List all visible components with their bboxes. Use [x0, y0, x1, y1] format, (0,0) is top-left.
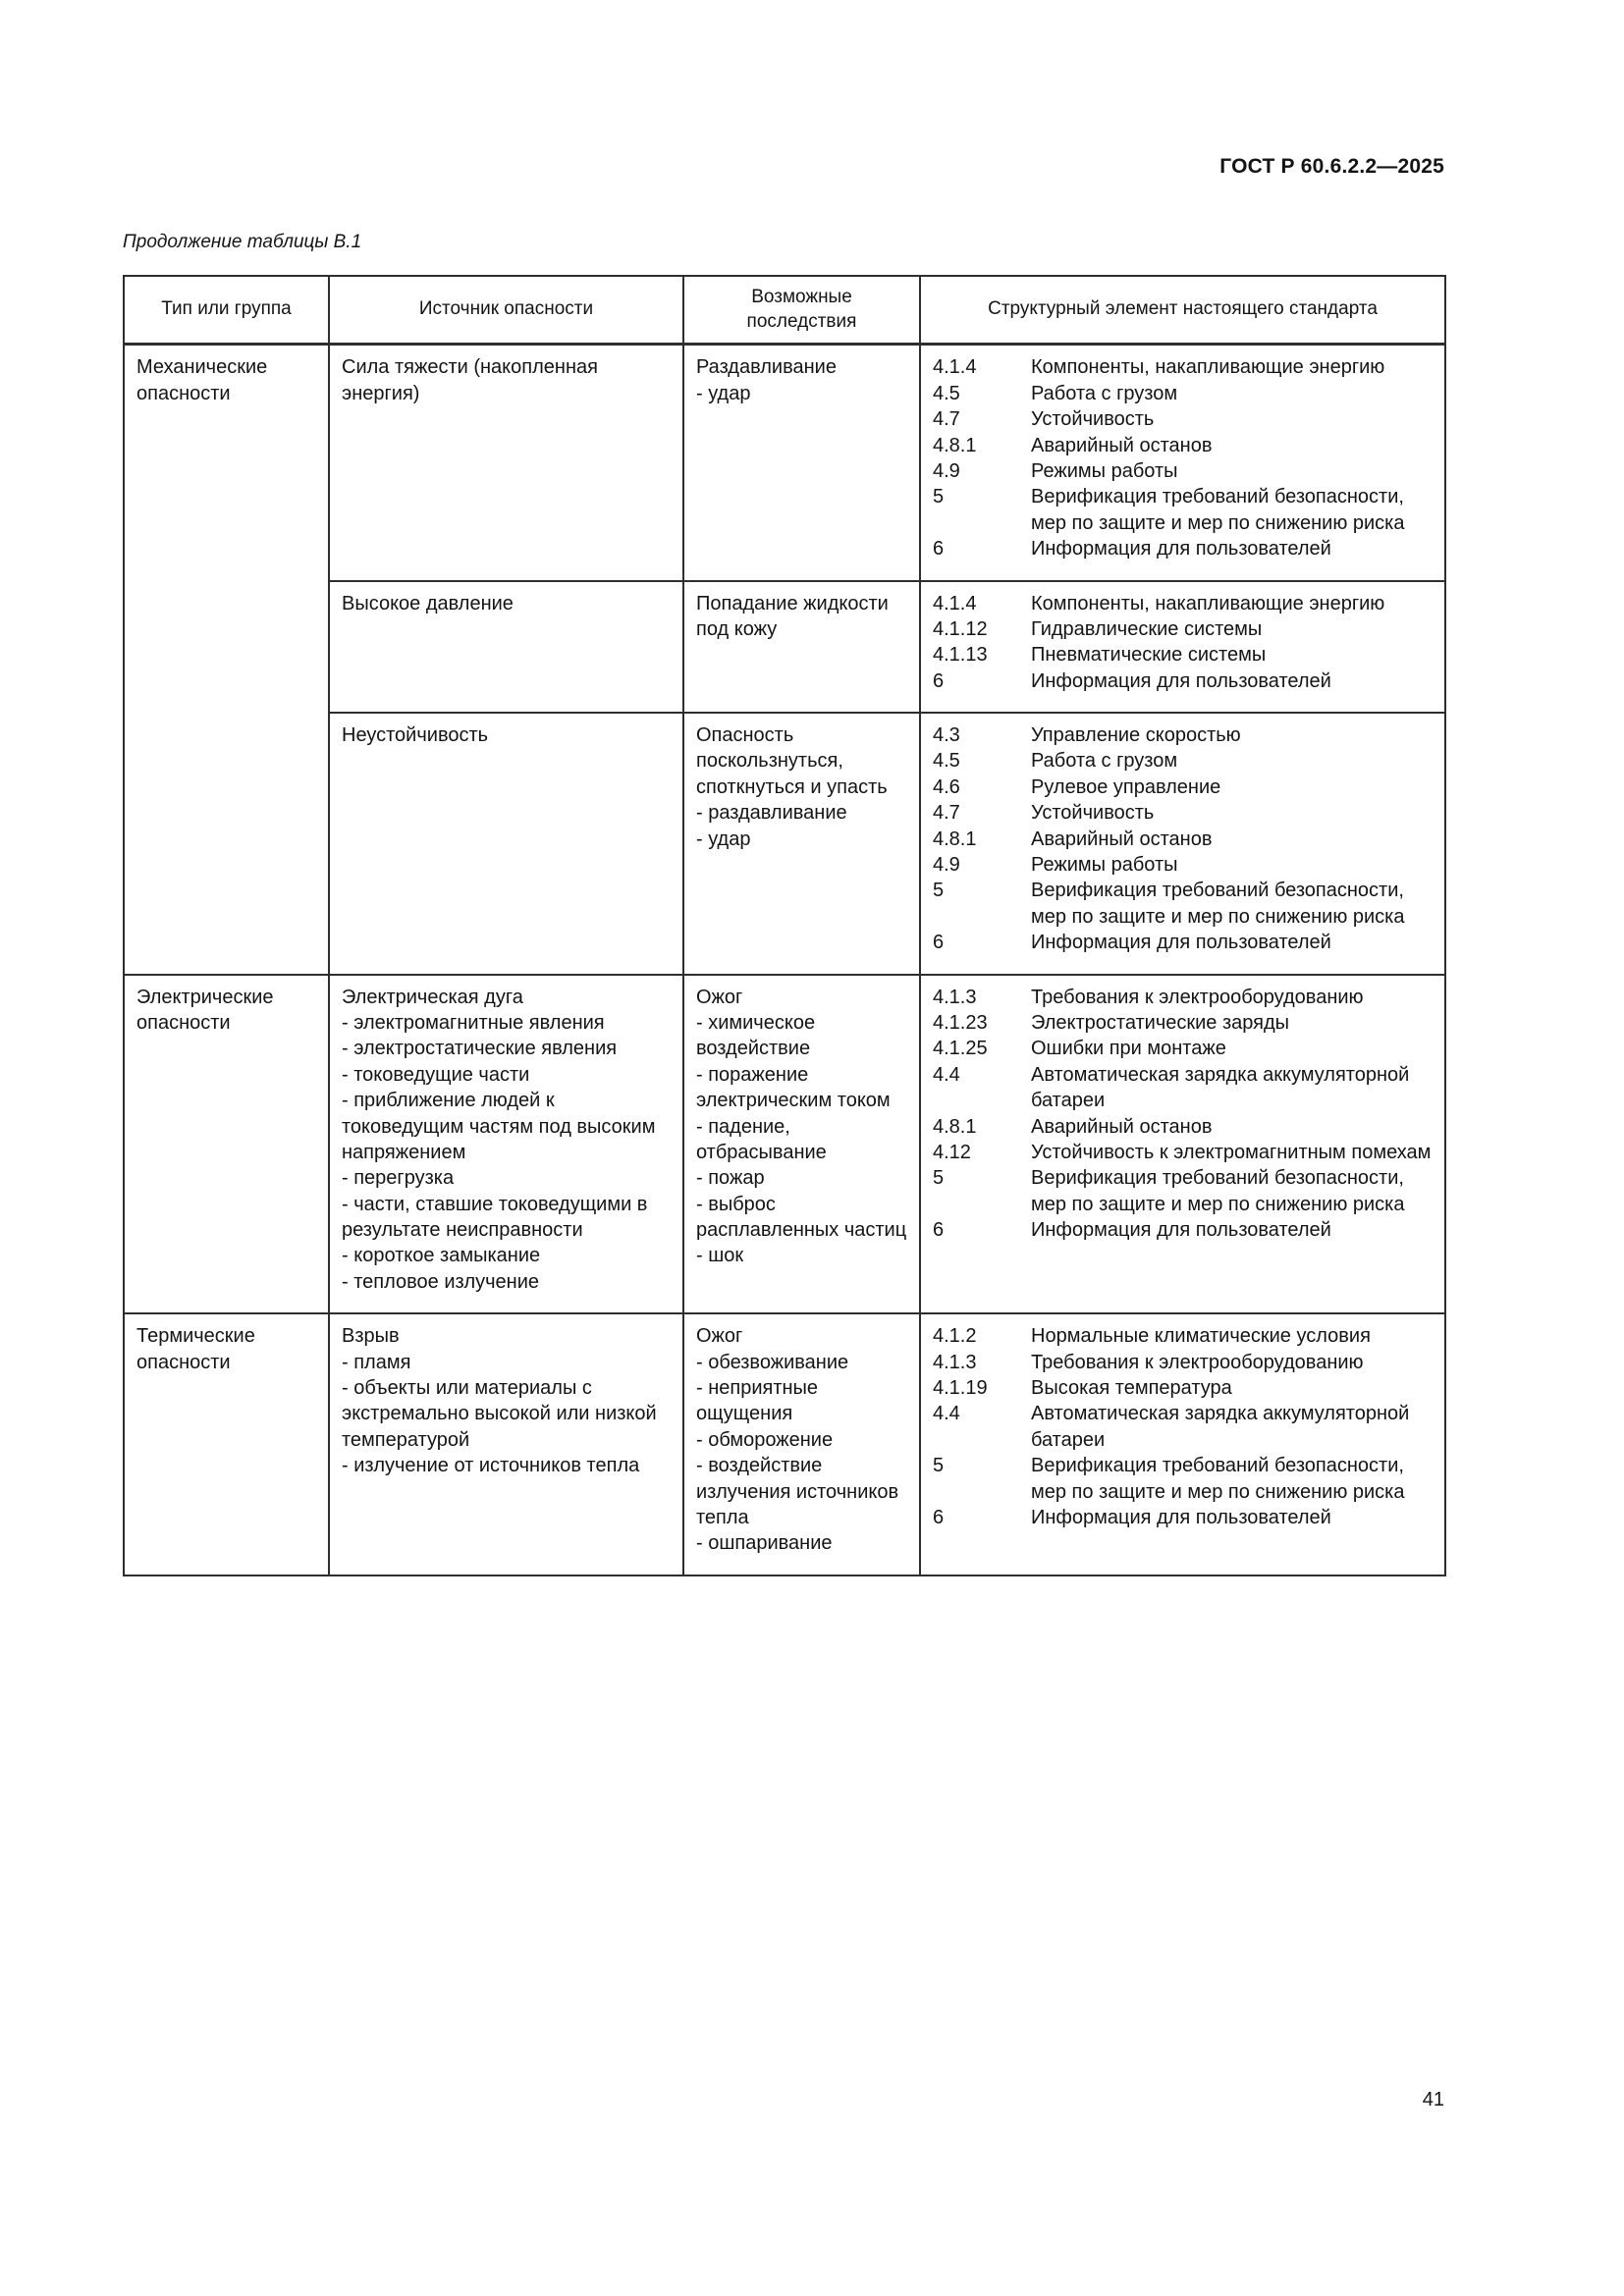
consequences-cell	[683, 581, 920, 714]
standard-ref	[933, 1375, 1433, 1401]
standard-ref	[933, 642, 1433, 667]
ref-title: Требования к электрооборудованию	[1031, 986, 1364, 1008]
col-header-consequences	[683, 276, 920, 345]
consequence-line: - обезвоживание	[696, 1351, 849, 1373]
standard-ref	[933, 722, 1433, 748]
ref-number: 5	[933, 486, 945, 508]
hazard-type-cell: Термические опасности	[124, 1313, 329, 1575]
source-line: Сила тяжести (накопленная энергия)	[342, 356, 598, 404]
ref-number: 6	[933, 1219, 945, 1242]
source-line: Взрыв	[342, 1325, 400, 1348]
standard-refs-cell	[920, 975, 1445, 1314]
consequence-line: Опасность поскользнуться, споткнуться и упасть	[696, 724, 888, 798]
ref-number: 4.9	[933, 459, 960, 482]
standard-refs-cell	[920, 713, 1445, 975]
standard-refs-cell	[920, 345, 1445, 581]
consequence-line: - воздействие излучения источников тепла	[696, 1455, 899, 1528]
source-line: - части, ставшие токоведущими в результате неисправности	[342, 1193, 648, 1242]
consequence-line: - неприятные ощущения	[696, 1377, 819, 1425]
consequence-line: Ожог	[696, 1325, 743, 1348]
table-body	[124, 345, 1445, 1575]
col-header-source-label: Источник опасности	[418, 298, 594, 320]
ref-number: 4.4	[933, 1403, 960, 1425]
source-line: - объекты или материалы с экстремально высокой или низкой температурой	[342, 1377, 657, 1451]
col-header-standard-label: Структурный элемент настоящего стандарта	[988, 298, 1378, 320]
ref-title: Верификация требований безопасности, мер по защите и мер по снижению риска	[1031, 1167, 1405, 1215]
ref-number: 4.5	[933, 750, 960, 773]
ref-number: 4.7	[933, 408, 960, 431]
ref-title: Устойчивость	[1031, 802, 1155, 825]
standard-ref	[933, 616, 1433, 642]
hazard-source-cell	[329, 975, 683, 1314]
standard-ref	[933, 1350, 1433, 1375]
ref-title: Аварийный останов	[1031, 1115, 1213, 1138]
ref-title: Электростатические заряды	[1031, 1011, 1290, 1034]
standard-ref	[933, 774, 1433, 800]
ref-number: 4.1.13	[933, 644, 988, 667]
ref-number: 4.7	[933, 802, 960, 825]
col-header-type-label: Тип или группа	[161, 298, 292, 320]
standard-ref	[933, 1062, 1433, 1114]
source-line: Высокое давление	[342, 592, 514, 614]
consequences-cell	[683, 975, 920, 1314]
standard-ref	[933, 536, 1433, 561]
ref-title: Рулевое управление	[1031, 775, 1221, 798]
standard-ref	[933, 458, 1433, 484]
table-row	[124, 975, 1445, 1314]
ref-number: 4.8.1	[933, 828, 977, 850]
ref-number: 4.4	[933, 1063, 960, 1086]
standard-ref	[933, 484, 1433, 536]
col-header-source	[329, 276, 683, 345]
consequence-line: - пожар	[696, 1167, 765, 1190]
standard-ref	[933, 878, 1433, 930]
ref-number: 4.1.4	[933, 356, 977, 379]
document-code: ГОСТ Р 60.6.2.2—2025	[1219, 155, 1444, 178]
ref-number: 4.12	[933, 1141, 971, 1163]
ref-number: 4.6	[933, 775, 960, 798]
standard-ref	[933, 1323, 1433, 1349]
standard-ref	[933, 668, 1433, 694]
ref-title: Гидравлические системы	[1031, 617, 1263, 640]
standard-ref	[933, 1114, 1433, 1140]
ref-title: Устойчивость к электромагнитным помехам	[1031, 1141, 1432, 1163]
ref-number: 6	[933, 1507, 945, 1528]
ref-number: 4.8.1	[933, 1115, 977, 1138]
ref-title: Требования к электрооборудованию	[1031, 1351, 1364, 1373]
ref-title: Режимы работы	[1031, 459, 1178, 482]
standard-ref	[933, 1165, 1433, 1217]
ref-title: Режимы работы	[1031, 854, 1178, 877]
ref-title: Нормальные климатические условия	[1031, 1325, 1371, 1348]
table-header	[124, 276, 1445, 345]
ref-number: 4.1.19	[933, 1377, 988, 1400]
ref-title: Автоматическая зарядка аккумуляторной батареи	[1031, 1063, 1410, 1112]
consequence-line: - выброс расплавленных частиц	[696, 1193, 907, 1242]
standard-ref	[933, 852, 1433, 878]
consequence-line: - обморожение	[696, 1428, 834, 1451]
consequence-line: - падение, отбрасывание	[696, 1115, 827, 1163]
standard-ref	[933, 748, 1433, 774]
col-header-standard	[920, 276, 1445, 345]
source-line: - электромагнитные явления	[342, 1011, 605, 1034]
source-line: - короткое замыкание	[342, 1245, 541, 1267]
consequence-line: - ошпаривание	[696, 1532, 833, 1555]
ref-title: Информация для пользователей	[1031, 538, 1331, 561]
hazard-source-cell	[329, 713, 683, 975]
standard-ref	[933, 800, 1433, 826]
page-number: 41	[1422, 2089, 1444, 2110]
hazard-source-cell	[329, 581, 683, 714]
consequence-line: - шок	[696, 1245, 744, 1267]
ref-number: 4.1.25	[933, 1038, 988, 1060]
consequence-line: Раздавливание	[696, 356, 837, 379]
ref-title: Работа с грузом	[1031, 382, 1178, 404]
standard-ref	[933, 406, 1433, 432]
ref-title: Управление скоростью	[1031, 724, 1241, 747]
ref-title: Верификация требований безопасности, мер по защите и мер по снижению риска	[1031, 880, 1405, 928]
source-line: - электростатические явления	[342, 1038, 618, 1060]
ref-number: 4.1.3	[933, 1351, 977, 1373]
standard-refs-cell	[920, 1313, 1445, 1575]
table-caption: Продолжение таблицы В.1	[123, 232, 362, 252]
source-line: - излучение от источников тепла	[342, 1455, 640, 1477]
ref-title: Ошибки при монтаже	[1031, 1038, 1226, 1060]
ref-number: 5	[933, 1167, 945, 1190]
ref-title: Устойчивость	[1031, 408, 1155, 431]
ref-number: 4.8.1	[933, 434, 977, 456]
source-line: - пламя	[342, 1351, 411, 1373]
standard-ref	[933, 985, 1433, 1010]
ref-title: Компоненты, накапливающие энергию	[1031, 356, 1385, 379]
col-header-type	[124, 276, 329, 345]
standard-ref	[933, 1401, 1433, 1453]
standard-ref	[933, 354, 1433, 380]
hazard-source-cell	[329, 1313, 683, 1575]
ref-number: 4.1.23	[933, 1011, 988, 1034]
ref-title: Работа с грузом	[1031, 750, 1178, 773]
ref-title: Автоматическая зарядка аккумуляторной батареи	[1031, 1403, 1410, 1451]
standard-ref	[933, 433, 1433, 458]
standard-refs-cell	[920, 581, 1445, 714]
ref-number: 5	[933, 880, 945, 902]
hazard-type-cell: Механические опасности	[124, 345, 329, 975]
ref-number: 5	[933, 1455, 945, 1477]
ref-number: 4.1.12	[933, 617, 988, 640]
consequences-cell	[683, 345, 920, 581]
standard-ref	[933, 827, 1433, 852]
source-line: - приближение людей к токоведущим частям под высоким напряжением	[342, 1090, 656, 1163]
standard-ref	[933, 930, 1433, 955]
ref-number: 6	[933, 932, 945, 954]
table-row	[124, 1313, 1445, 1575]
consequence-line: - раздавливание	[696, 802, 847, 825]
standard-ref	[933, 1036, 1433, 1061]
source-line: - тепловое излучение	[342, 1270, 539, 1293]
standard-ref	[933, 1453, 1433, 1505]
consequence-line: Попадание жидкости под кожу	[696, 592, 889, 640]
ref-number: 4.1.3	[933, 986, 977, 1008]
standard-ref	[933, 1140, 1433, 1165]
ref-number: 6	[933, 669, 945, 692]
header-row	[124, 276, 1445, 345]
hazard-source-cell	[329, 345, 683, 581]
ref-title: Верификация требований безопасности, мер по защите и мер по снижению риска	[1031, 1455, 1405, 1503]
source-line: Неустойчивость	[342, 724, 489, 747]
ref-title: Высокая температура	[1031, 1377, 1232, 1400]
consequence-line: - удар	[696, 828, 751, 850]
consequence-line: - удар	[696, 382, 751, 404]
ref-number: 4.3	[933, 724, 960, 747]
ref-title: Информация для пользователей	[1031, 1507, 1331, 1528]
table-row	[124, 345, 1445, 581]
ref-number: 4.1.4	[933, 592, 977, 614]
ref-title: Информация для пользователей	[1031, 1219, 1331, 1242]
ref-title: Аварийный останов	[1031, 434, 1213, 456]
standard-ref	[933, 1010, 1433, 1036]
hazard-type-cell: Электрические опасности	[124, 975, 329, 1314]
ref-title: Верификация требований безопасности, мер по защите и мер по снижению риска	[1031, 486, 1405, 534]
source-line: - перегрузка	[342, 1167, 455, 1190]
consequences-cell	[683, 713, 920, 975]
ref-title: Аварийный останов	[1031, 828, 1213, 850]
ref-number: 6	[933, 538, 945, 561]
standard-ref	[933, 381, 1433, 406]
source-line: - токоведущие части	[342, 1063, 530, 1086]
standard-ref	[933, 1217, 1433, 1243]
hazards-table	[123, 275, 1446, 1576]
standard-ref	[933, 591, 1433, 616]
ref-number: 4.5	[933, 382, 960, 404]
source-line: Электрическая дуга	[342, 986, 523, 1008]
ref-number: 4.1.2	[933, 1325, 977, 1348]
consequence-line: - химическое воздействие	[696, 1011, 816, 1060]
standard-ref	[933, 1505, 1433, 1530]
consequence-line: Ожог	[696, 986, 743, 1008]
col-header-consequences-label: Возможные последствия	[746, 287, 857, 332]
consequence-line: - поражение электрическим током	[696, 1063, 891, 1112]
ref-number: 4.9	[933, 854, 960, 877]
ref-title: Компоненты, накапливающие энергию	[1031, 592, 1385, 614]
ref-title: Пневматические системы	[1031, 644, 1267, 667]
consequences-cell	[683, 1313, 920, 1575]
ref-title: Информация для пользователей	[1031, 669, 1331, 692]
ref-title: Информация для пользователей	[1031, 932, 1331, 954]
